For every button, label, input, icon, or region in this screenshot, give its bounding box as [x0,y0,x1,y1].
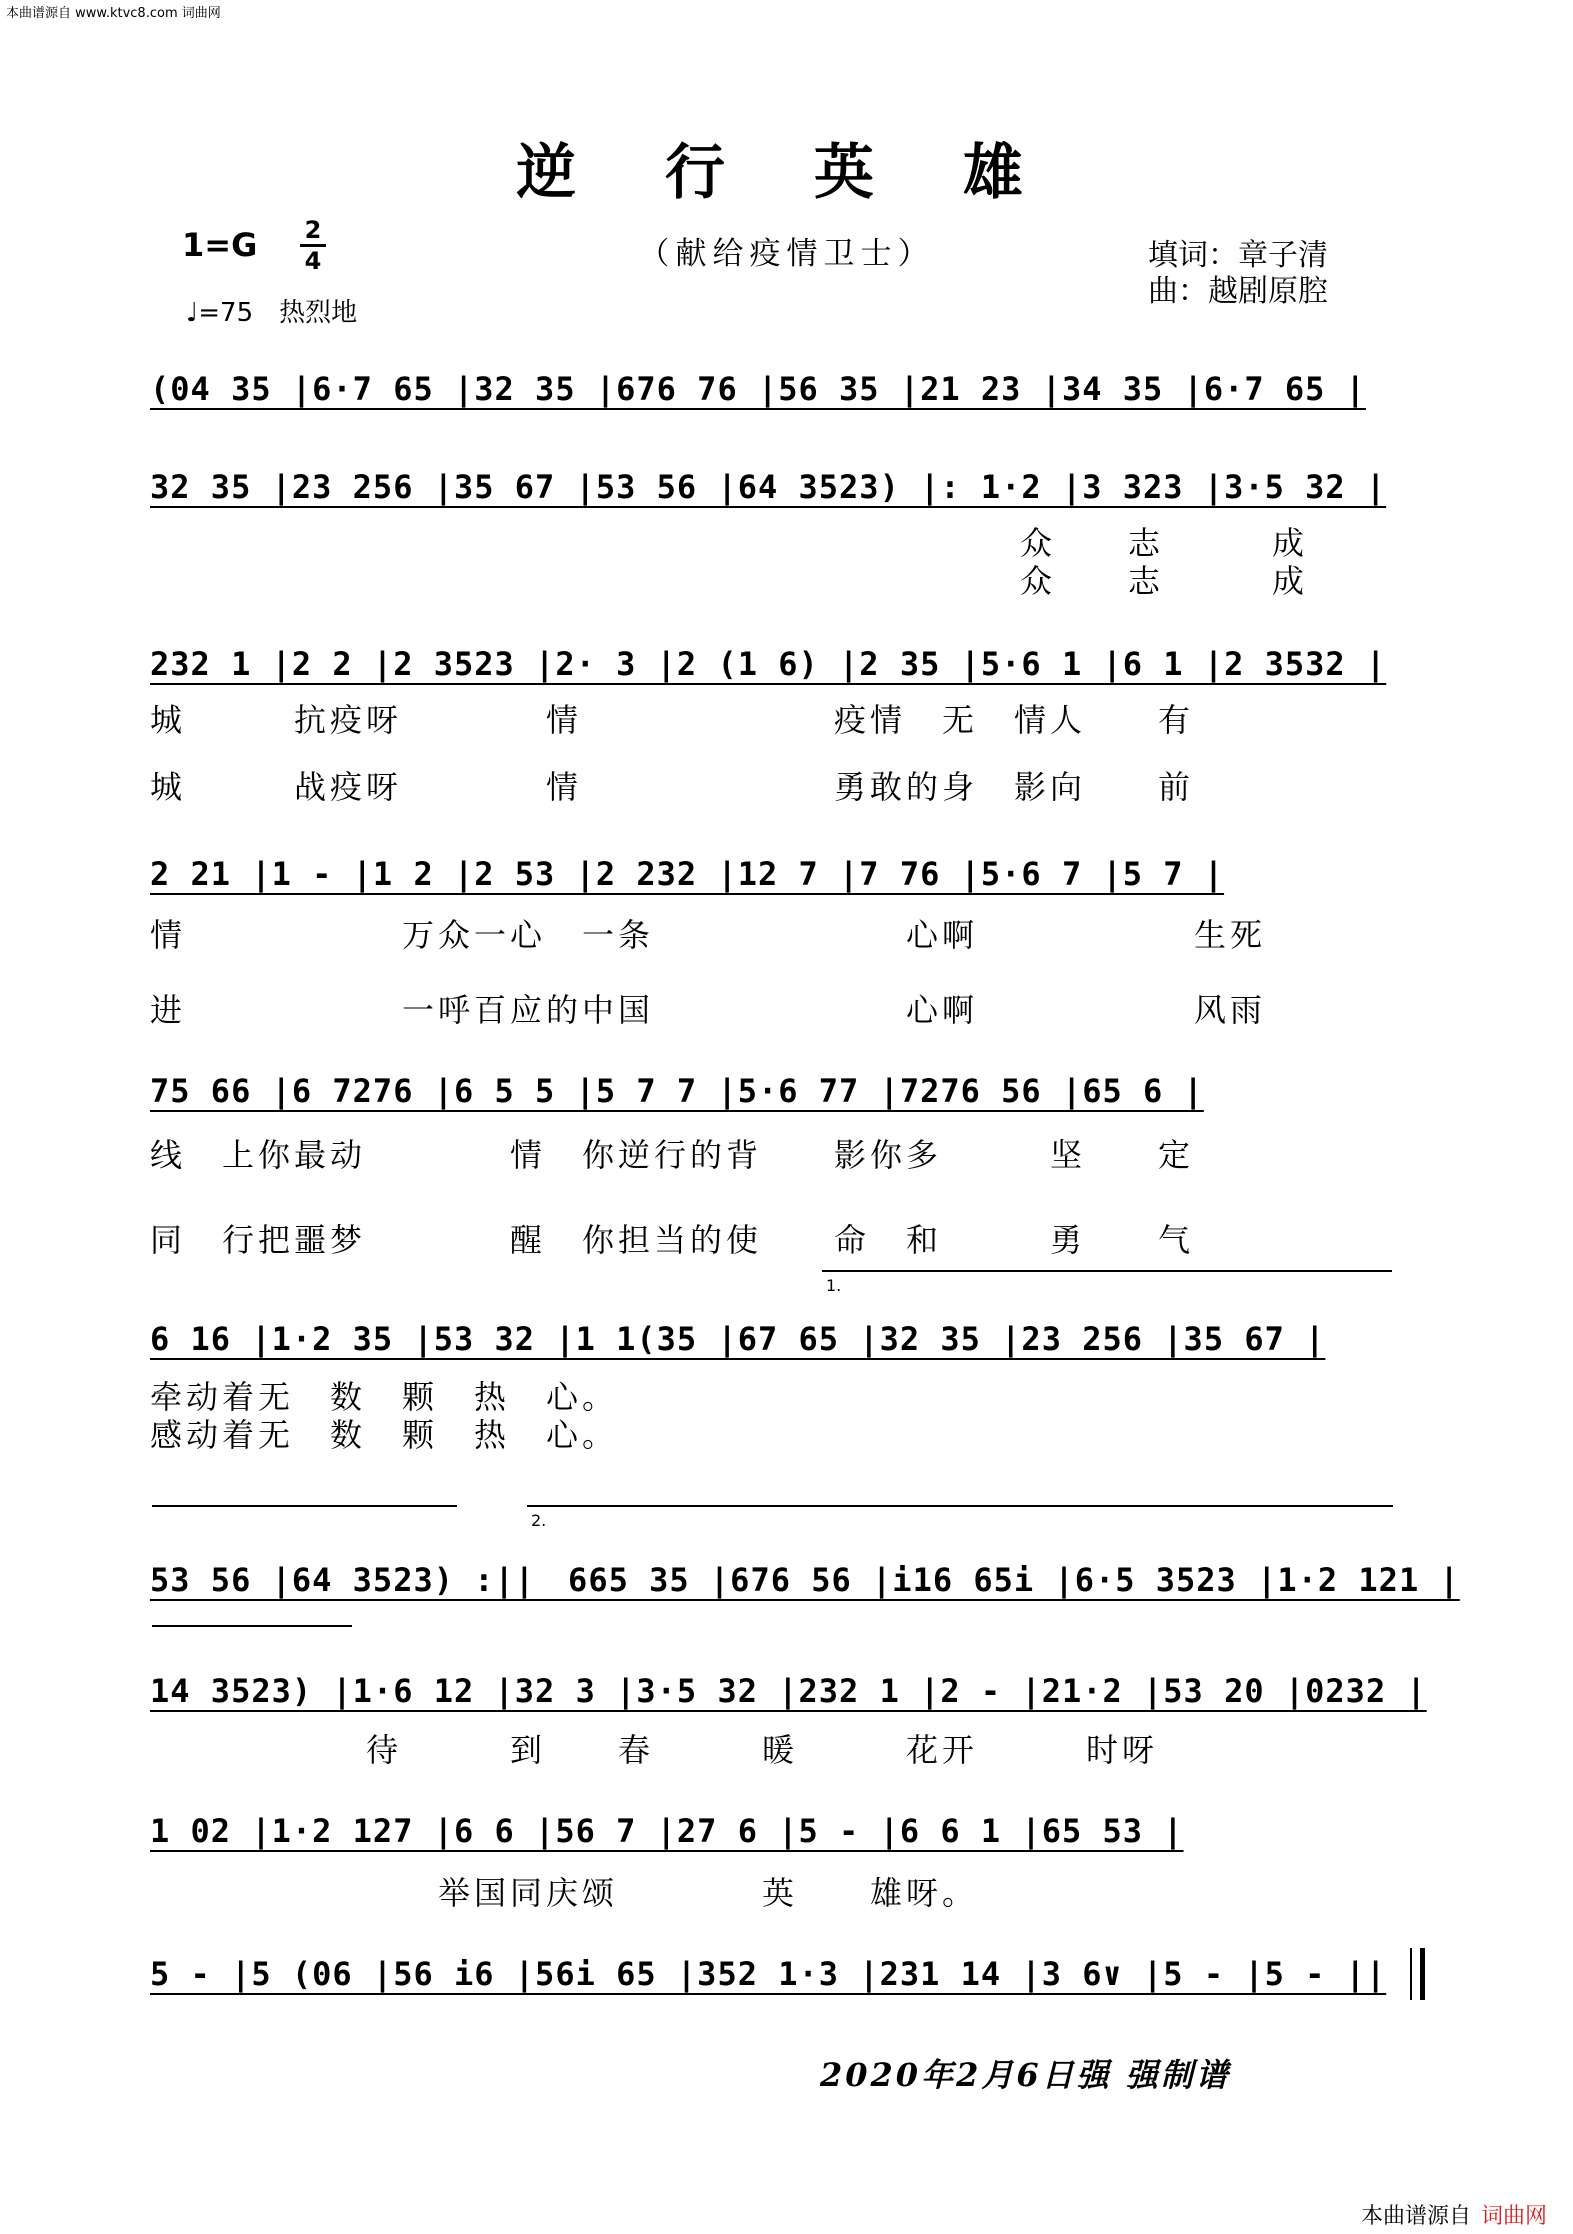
watermark-brand: 词曲网 [1480,2204,1547,2229]
score-line-3: 232 1 |2 2 |2 3523 |2· 3 |2 (1 6) |2 35 |5·6 1 |6 1 |2 3532 | [150,645,1387,683]
lyrics-line-3-verse-2: 城 战疫呀 情 勇敢的身 影向 前 [150,768,1195,806]
volta-2-continuation [152,1625,352,1627]
volta-2-bracket [527,1505,1393,1507]
lyrics-line-6-verse-1: 牵动着无 数 颗 热 心。 [150,1378,619,1416]
tempo-bpm: ♩=75 [186,298,254,328]
lyrics-line-9: 举国同庆颂 英 雄呀。 [150,1874,979,1912]
lyrics-line-3-verse-1: 城 抗疫呀 情 疫情 无 情人 有 [150,701,1195,739]
final-barline [1410,1948,1425,2000]
watermark-bottom [1361,2199,1547,2230]
volta-1-label: 1. [826,1276,842,1295]
lyrics-line-8: 待 到 春 暖 花开 时呀 [150,1731,1159,1769]
volta-1-bracket [822,1270,1392,1272]
page-title: 逆 行 英 雄 [516,138,1057,208]
key-signature: 1=G [182,226,258,264]
lyrics-line-6-verse-2: 感动着无 数 颗 热 心。 [150,1416,619,1454]
lyrics-line-2-verse-1: 众 志 成 [1020,524,1309,562]
score-line-6: 6 16 |1·2 35 |53 32 |1 1(35 |67 65 |32 35 |23 256 |35 67 | [150,1320,1326,1358]
lyrics-line-2-verse-2: 众 志 成 [1020,562,1309,600]
score-line-2: 32 35 |23 256 |35 67 |53 56 |64 3523) |: 1·2 |3 323 |3·5 32 | [150,468,1387,506]
lyrics-line-5-verse-1: 线 上你最动 情 你逆行的背 影你多 坚 定 [150,1136,1195,1174]
lyrics-line-5-verse-2: 同 行把噩梦 醒 你担当的使 命 和 勇 气 [150,1221,1195,1259]
tempo [186,292,357,329]
time-signature [300,218,326,273]
volta-2-label: 2. [531,1511,547,1530]
arranger-signature: 2020年2月6日强 强制谱 [820,2056,1231,2094]
score-line-10: 5 - |5 (06 |56 i6 |56i 65 |352 1·3 |231 14 |3 6∨ |5 - |5 - || [150,1955,1387,1993]
score-line-5: 75 66 |6 7276 |6 5 5 |5 7 7 |5·6 77 |7276 56 |65 6 | [150,1072,1204,1110]
credits [1148,238,1328,310]
watermark-top: 本曲谱源自 www.ktvc8.com 词曲网 [6,6,221,21]
time-signature-bottom: 4 [304,247,322,275]
lyrics-line-4-verse-2: 进 一呼百应的中国 心啊 风雨 [150,991,1267,1029]
tempo-expression: 热烈地 [279,298,358,328]
lyrics-line-4-verse-1: 情 万众一心 一条 心啊 生死 [150,916,1267,954]
time-signature-top: 2 [304,216,322,244]
subtitle: （献给疫情卫士） [638,236,935,272]
lyricist: 填词：章子清 [1148,238,1328,273]
score-line-8: 14 3523) |1·6 12 |32 3 |3·5 32 |232 1 |2 - |21·2 |53 20 |0232 | [150,1672,1427,1710]
score-line-4: 2 21 |1 - |1 2 |2 53 |2 232 |12 7 |7 76 |5·6 7 |5 7 | [150,855,1225,893]
score-line-1: (04 35 |6·7 65 |32 35 |676 76 |56 35 |21 23 |34 35 |6·7 65 | [150,370,1366,408]
score-line-9: 1 02 |1·2 127 |6 6 |56 7 |27 6 |5 - |6 6 1 |65 53 | [150,1812,1184,1850]
score-line-7: 53 56 |64 3523) :|| 665 35 |676 56 |i16 65i |6·5 3523 |1·2 121 | [150,1561,1460,1599]
watermark-bottom-text: 本曲谱源自 [1360,2204,1471,2229]
volta-1-continuation [152,1505,457,1507]
composer: 曲：越剧原腔 [1148,274,1328,309]
